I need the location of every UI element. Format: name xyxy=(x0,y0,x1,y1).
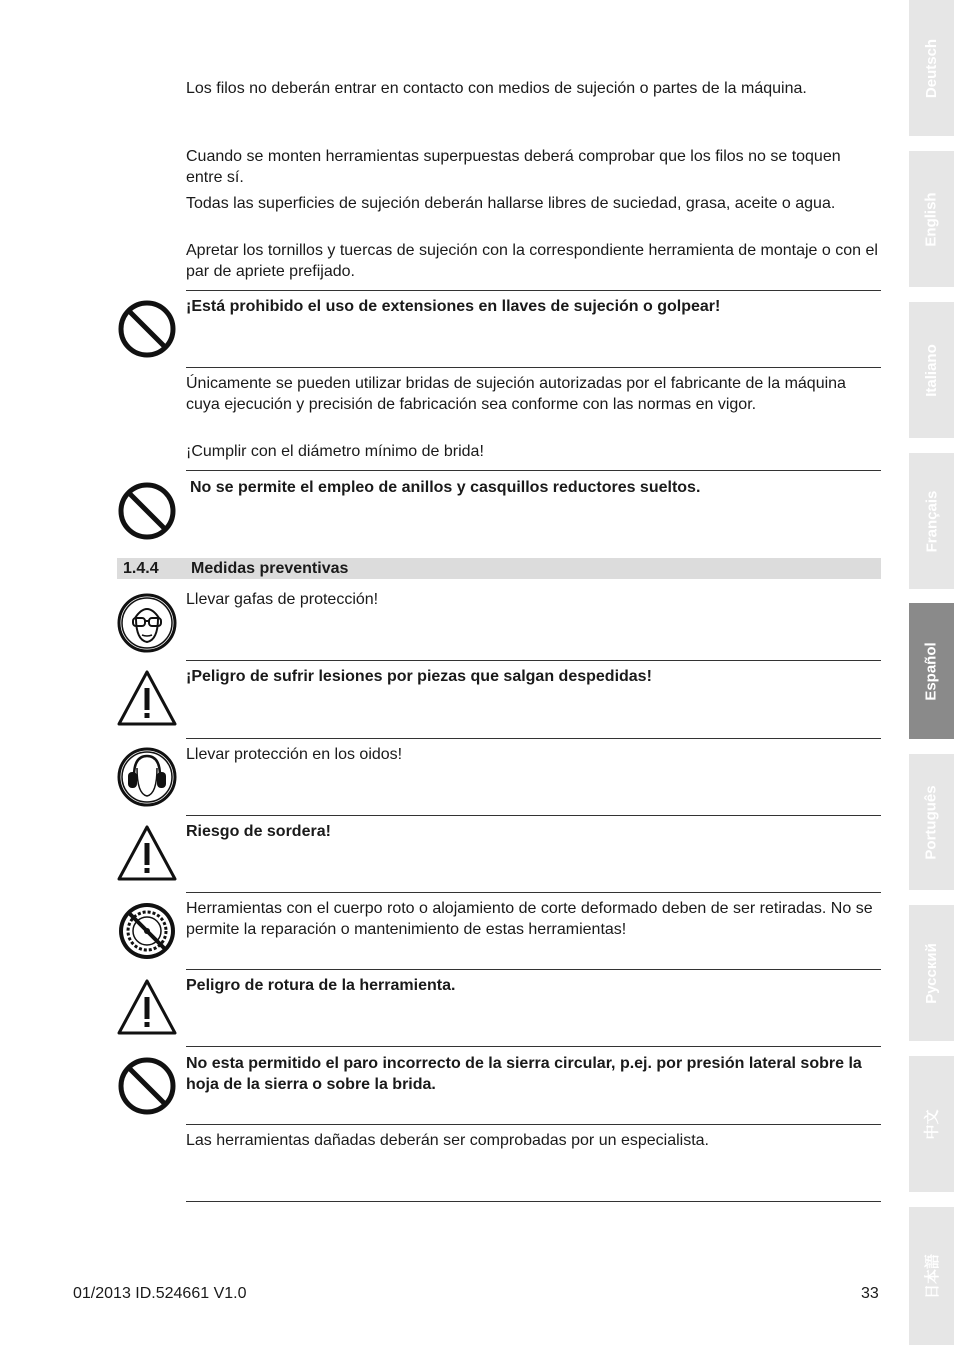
damaged-saw-blade-prohibited-icon xyxy=(116,900,178,962)
divider xyxy=(186,367,881,368)
tab-label: Deutsch xyxy=(923,38,940,98)
prohibition-icon xyxy=(116,1055,178,1117)
divider xyxy=(186,1046,881,1047)
warning-triangle-icon xyxy=(116,668,178,730)
prohibition-icon xyxy=(116,298,178,360)
section-title: Medidas preventivas xyxy=(191,560,349,577)
divider xyxy=(186,1201,881,1202)
warning-reducing-rings: No se permite el empleo de anillos y casquillos reductores sueltos. xyxy=(190,479,701,496)
tab-russian[interactable] xyxy=(909,905,954,1041)
divider xyxy=(186,1124,881,1125)
divider xyxy=(186,470,881,471)
footer-page-number: 33 xyxy=(861,1285,879,1302)
paragraph-cutting-edges: Los filos no deberán entrar en contacto con medios de sujeción o partes de la máquina. xyxy=(186,80,807,97)
paragraph-superimposed-tools: Cuando se monten herramientas superpuestas deberá comprobar que los filos no se toquen entre sí. xyxy=(186,148,841,186)
tab-label: Français xyxy=(923,490,941,552)
tab-italiano[interactable] xyxy=(909,302,954,438)
warning-tool-breakage: Peligro de rotura de la herramienta. xyxy=(186,977,456,994)
warning-improper-stopping: No esta permitido el paro incorrecto de la sierra circular, p.ej. por presión lateral sobre la hoja de la sierra o sobre la brida. xyxy=(186,1055,862,1093)
section-number: 1.4.4 xyxy=(123,560,159,577)
paragraph-tighten-screws: Apretar los tornillos y tuercas de sujeción con la correspondiente herramienta de montaje o con el par de apriete prefijado. xyxy=(186,242,878,280)
prohibition-icon xyxy=(116,480,178,542)
tab-label: Italiano xyxy=(923,343,941,397)
warning-triangle-icon xyxy=(116,977,178,1039)
instruction-goggles: Llevar gafas de protección! xyxy=(186,591,379,608)
warning-flying-parts: ¡Peligro de sufrir lesiones por piezas que salgan despedidas! xyxy=(186,668,652,685)
warning-deafness: Riesgo de sordera! xyxy=(186,823,331,840)
section-header xyxy=(117,558,881,579)
paragraph-clamping-flanges: Únicamente se pueden utilizar bridas de sujeción autorizadas por el fabricante de la máquina cuya ejecución y precisión de fabricación sea conforme con las normas en vigor. xyxy=(186,375,846,413)
instruction-ear-protection: Llevar protección en los oidos! xyxy=(186,746,403,763)
divider xyxy=(186,660,881,661)
warning-triangle-icon xyxy=(116,823,178,885)
tab-japanese[interactable] xyxy=(909,1207,954,1345)
divider xyxy=(186,892,881,893)
tab-espanol[interactable] xyxy=(909,603,954,739)
tab-label: Português xyxy=(923,784,940,860)
divider xyxy=(186,738,881,739)
tab-portugues[interactable] xyxy=(909,754,954,890)
divider xyxy=(186,969,881,970)
tab-label: 中文 xyxy=(923,1108,941,1140)
instruction-damaged-tools: Herramientas con el cuerpo roto o alojamiento de corte deformado deben de ser retiradas. No se permite la reparación o mantenimiento de estas herramientas! xyxy=(186,900,873,938)
divider xyxy=(186,815,881,816)
ear-protection-icon xyxy=(116,746,178,808)
paragraph-min-flange-diameter: ¡Cumplir con el diámetro mínimo de brida! xyxy=(186,443,484,460)
tab-label: Español xyxy=(923,641,941,701)
divider xyxy=(186,290,881,291)
tab-label: English xyxy=(923,191,941,247)
footer-doc-id: 01/2013 ID.524661 V1.0 xyxy=(73,1285,247,1302)
tab-chinese[interactable] xyxy=(909,1056,954,1192)
tab-label: 日本語 xyxy=(924,1253,942,1299)
tab-english[interactable] xyxy=(909,151,954,287)
paragraph-clamping-surfaces: Todas las superficies de sujeción deberán hallarse libres de suciedad, grasa, aceite o agua. xyxy=(186,195,836,212)
warning-extensions: ¡Está prohibido el uso de extensiones en llaves de sujeción o golpear! xyxy=(186,298,721,315)
instruction-specialist-check: Las herramientas dañadas deberán ser comprobadas por un especialista. xyxy=(186,1132,709,1149)
tab-deutsch[interactable] xyxy=(909,0,954,136)
safety-goggles-icon xyxy=(116,592,178,654)
tab-label: Pусский xyxy=(923,942,941,1004)
tab-francais[interactable] xyxy=(909,453,954,589)
